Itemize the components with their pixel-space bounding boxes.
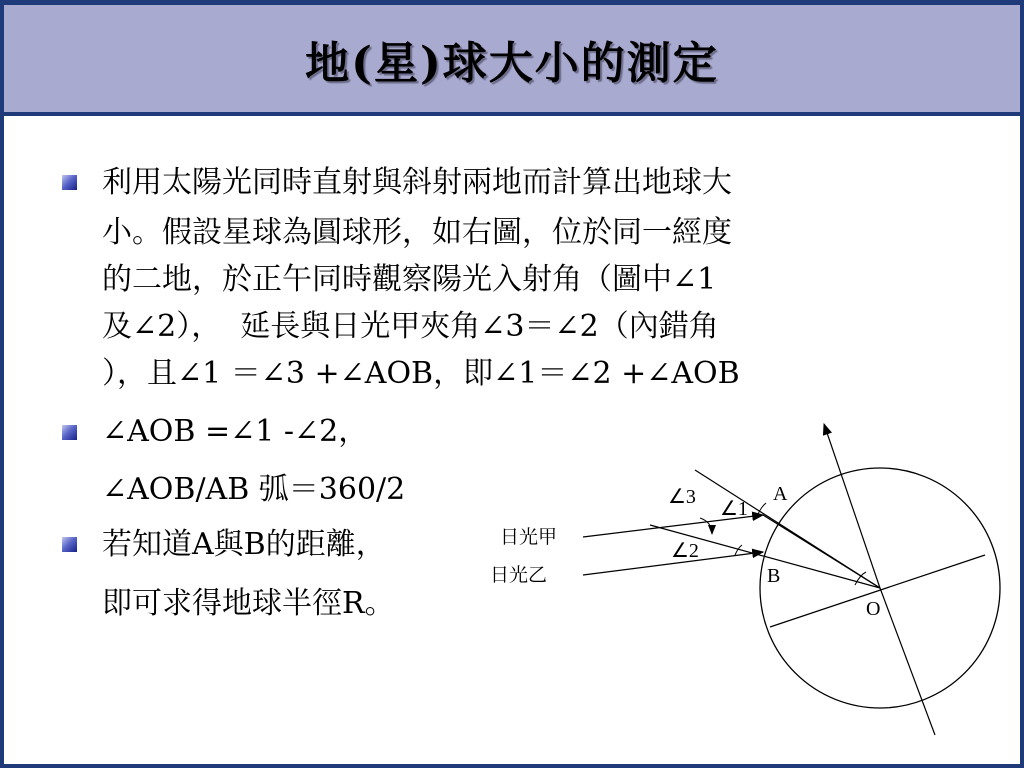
sunlight-a-label: 日光甲 (500, 526, 558, 548)
bullet-1-line-2: 小。假設星球為圓球形，如右圖，位於同一經度 (102, 215, 732, 250)
sunlight-b-label: 日光乙 (490, 564, 548, 586)
bullet-3-line-1: 若知道A與B的距離， (102, 527, 386, 562)
slide-title: 地(星)球大小的測定 (305, 37, 719, 89)
bullet-1-line-5: ），且∠1 ＝∠3 +∠AOB，即∠1＝∠2 +∠AOB (102, 356, 740, 391)
point-a-label: A (773, 483, 788, 505)
angle-3-arrow (700, 518, 712, 534)
radial-line-lower (880, 588, 935, 735)
bullet-3-line-2: 即可求得地球半徑R。 (102, 586, 395, 621)
bullet-1-line-3: 的二地，於正午同時觀察陽光入射角（圖中∠1 (102, 262, 717, 297)
earth-angle-diagram (480, 410, 1024, 768)
bullet-1-line-4: 及∠2）， 延長與日光甲夾角∠3＝∠2（內錯角 (102, 309, 719, 344)
bullet-2-line-2: ∠AOB/AB 弧＝360/2 (102, 472, 406, 507)
line-a-extension (695, 470, 880, 588)
bullet-icon (62, 175, 77, 190)
bullet-1-line-1: 利用太陽光同時直射與斜射兩地而計算出地球大 (102, 165, 732, 200)
angle-2-label: ∠2 (671, 540, 699, 562)
angle-1-label: ∠1 (720, 498, 748, 520)
bullet-icon (62, 537, 77, 552)
bullet-icon (62, 425, 77, 440)
point-b-label: B (767, 565, 781, 587)
bullet-2-line-1: ∠AOB =∠1 -∠2， (102, 414, 369, 449)
point-o-label: O (866, 598, 881, 620)
radius-oa-extended (824, 424, 880, 588)
title-bar (4, 5, 1020, 116)
angle-3-label: ∠3 (668, 486, 696, 508)
